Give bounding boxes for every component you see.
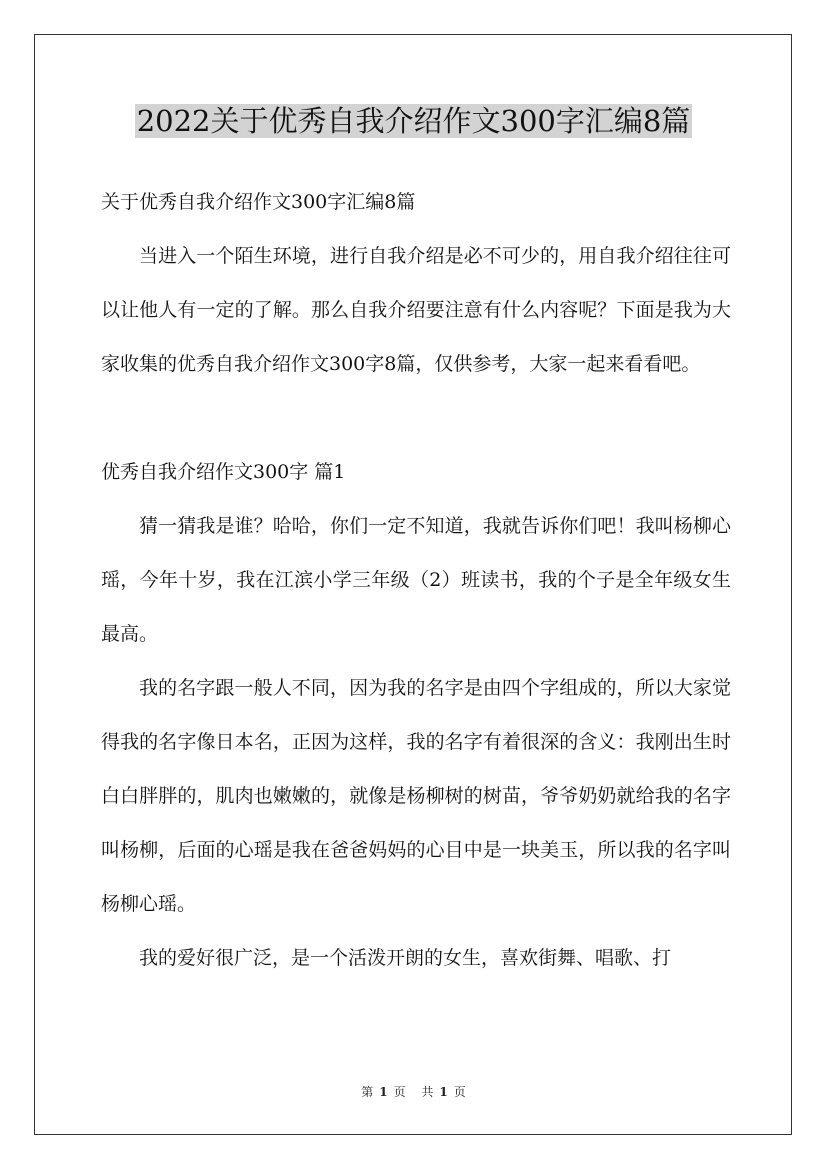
- body-paragraph-1: 猜一猜我是谁？哈哈，你们一定不知道，我就告诉你们吧！我叫杨柳心瑶，今年十岁，我在江滨小学三年级（2）班读书，我的个子是全年级女生最高。: [101, 515, 731, 645]
- page-label-suffix: 页: [393, 1085, 406, 1099]
- document-body: [101, 175, 731, 985]
- document-title-text: 2022关于优秀自我介绍作文300字汇编8篇: [136, 104, 691, 138]
- document-subtitle: 关于优秀自我介绍作文300字汇编8篇: [101, 191, 416, 213]
- document-title: [0, 98, 827, 144]
- page-number: 1: [379, 1085, 388, 1099]
- intro-paragraph: 当进入一个陌生环境，进行自我介绍是必不可少的，用自我介绍往往可以让他人有一定的了解。那么自我介绍要注意有什么内容呢？下面是我为大家收集的优秀自我介绍作文300字8篇，仅供参考，大家一起来看看吧。: [101, 245, 731, 375]
- total-pages: 1: [439, 1085, 448, 1099]
- total-label-suffix: 页: [453, 1085, 466, 1099]
- page-indicator: [358, 1085, 408, 1099]
- total-indicator: [418, 1085, 468, 1099]
- page-label-prefix: 第: [361, 1085, 374, 1099]
- body-paragraph-3: 我的爱好很广泛，是一个活泼开朗的女生，喜欢街舞、唱歌、打: [139, 947, 672, 969]
- page-footer: [0, 1082, 827, 1102]
- section-heading: 优秀自我介绍作文300字 篇1: [101, 461, 346, 483]
- section-spacer: [101, 391, 731, 445]
- total-label-prefix: 共: [421, 1085, 434, 1099]
- body-paragraph-2: 我的名字跟一般人不同，因为我的名字是由四个字组成的，所以大家觉得我的名字像日本名，正因为这样，我的名字有着很深的含义：我刚出生时白白胖胖的，肌肉也嫩嫩的，就像是杨柳树的树苗，爷爷奶奶就给我的名字叫杨柳，后面的心瑶是我在爸爸妈妈的心目中是一块美玉，所以我的名字叫杨柳心瑶。: [101, 677, 731, 915]
